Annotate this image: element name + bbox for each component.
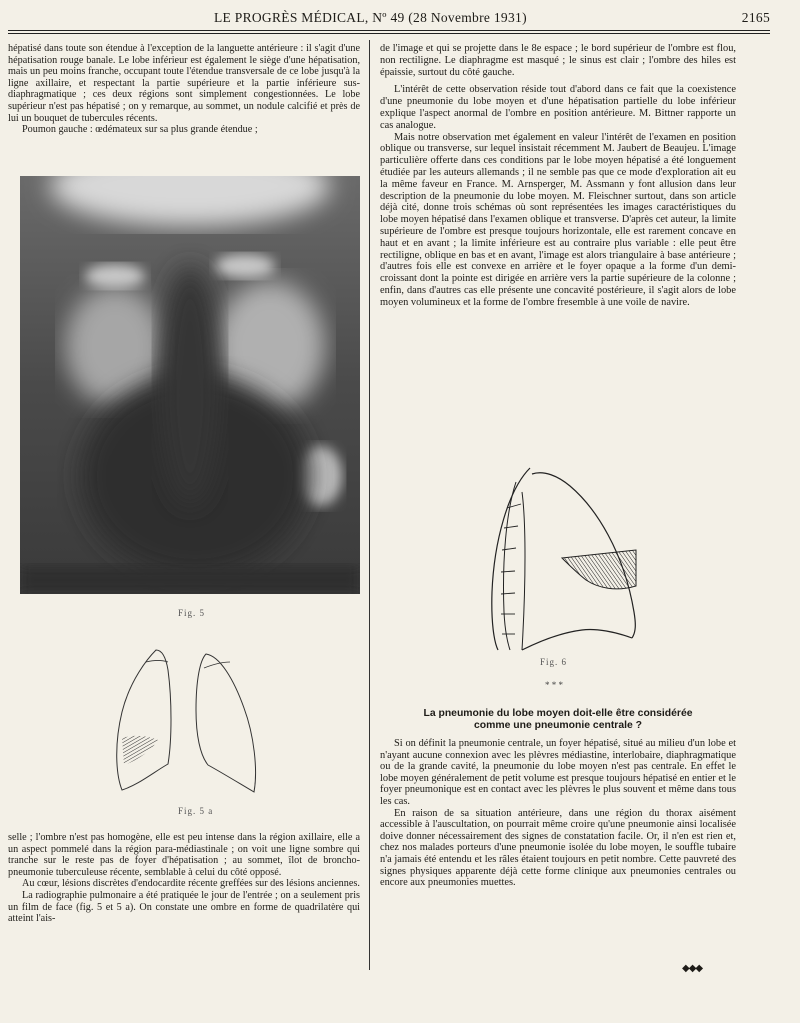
right-column-top [380, 43, 736, 309]
paragraph: Si on définit la pneumonie centrale, un foyer hépatisé, situé au milieu d'un lobe et n'ayant aucune connexion avec les plèvres médiastine, interlobaire, diaphragmatique ou de la grande cavité, la pneumonie du lobe moyen n'est pas centrale. En effet le lobe moyen généralement de petit volume est presque toujours hépatisé en entier et le foyer pneumonique est en contact avec les plèvres le plus souvent et même dans tous les cas. [380, 738, 736, 807]
page-header [8, 8, 770, 30]
left-column-top [8, 43, 360, 136]
section-title [380, 708, 736, 732]
lung-diagram-figure-6 [486, 462, 640, 654]
paragraph: En raison de sa situation antérieure, dans une région du thorax aisément accessible à l'auscultation, on pourrait même croire qu'une pneumonie ainsi localisée doive donner nécessairement des signes de constatation facile. Or, il n'en est rien et, chez nos malades porteurs d'une pneumonie isolée du lobe moyen, le souffle tubaire n'a jamais été entendu et les râles étaient toujours en petit nombre. Cette pauvreté des signes physiques apparente déjà cette forme clinique aux pneumonies centrales ou encore aux pneumonies muettes. [380, 807, 736, 889]
right-column-bottom [380, 738, 736, 889]
paragraph: selle ; l'ombre n'est pas homogène, elle est peu intense dans la région axillaire, elle a un aspect pommelé dans la région para-médiastinale ; on voit une ligne sombre qui tranche sur le reste pas de foyer d'hépatisation ; au sommet, îlot de broncho-pneumonie tuberculeuse récente, semblable à celui du côté opposé. [8, 832, 360, 878]
column-divider [369, 40, 370, 970]
section-title-line: La pneumonie du lobe moyen doit-elle être considérée [423, 708, 693, 719]
paragraph: de l'image et qui se projette dans le 8e espace ; le bord supérieur de l'ombre est flou, non rectiligne. Le diaphragme est masqué ; le sinus est clair ; l'ombre des hiles est épaissie, surtout du côté gauche. [380, 43, 736, 78]
radiograph-figure-5 [20, 176, 360, 594]
lung-diagram-figure-5a [108, 640, 264, 800]
figure-5-caption: Fig. 5 [178, 608, 206, 618]
header-rule [8, 30, 770, 34]
figure-5a-caption: Fig. 5 a [178, 806, 214, 816]
end-ornament: ◆◆◆ [682, 963, 703, 974]
paragraph: Mais notre observation met également en valeur l'intérêt de l'examen en position oblique ou transverse, sur lequel insistait récemment M. Jaubert de Beaujeu. L'image particulière offerte dans ces conditions par le lobe moyen hépatisé a été longuement étudiée par les auteurs allemands ; il ne semble pas que ce mode d'exploration ait eu la même faveur en France. M. Arnsperger, M. Assmann y font allusion dans leur description de la pneumonie du lobe moyen. M. Fleischner surtout, dans son article déjà cité, donne trois schémas où sont représentées les images caractéristiques du lobe moyen hépatisé dans l'examen oblique et transverse. D'après cet auteur, la limite supérieure de l'ombre est presque toujours horizontale, elle est rarement concave en haut et en avant ; la limite inférieure est au contraire plus variable : elle peut être rectiligne, oblique en bas et en avant, l'image est alors triangulaire à base antérieure ; d'autres fois elle est convexe en arrière et le foyer opaque a la forme d'un demi-croissant dont la pointe est dirigée en arrière vers la partie supérieure de la colonne ; enfin, dans d'autres cas elle présente une concavité postérieure, il s'agit alors de lobe moyen volumineux et la forme de l'ombre fresemble à une voile de navire. [380, 131, 736, 308]
figure-6-caption: Fig. 6 [540, 657, 568, 667]
paragraph: L'intérêt de cette observation réside tout d'abord dans ce fait que la coexistence d'une pneumonie du lobe moyen et d'une hépatisation partielle du lobe inférieur explique l'aspect anormal de l'ombre en position antérieure. M. Bittner rapporte un cas analogue. [380, 84, 736, 131]
paragraph: hépatisé dans toute son étendue à l'exception de la languette antérieure : il s'agit d'une hépatisation rouge banale. Le lobe inférieur est également le siège d'une hépatisation, mais un peu moins franche, occupant toute l'étendue transversale de ce lobe jusqu'à la ligne axillaire, et respectant la partie supérieure et la partie inférieure sus-diaphragmatique ; ces deux régions sont simplement congestionnées. Le lobe supérieur n'est pas hépatisé ; on y remarque, au sommet, un nodule calcifié et près de lui un bouquet de tubercules récents. [8, 43, 360, 124]
paragraph: Poumon gauche : œdémateux sur sa plus grande étendue ; [22, 124, 258, 136]
journal-title: LE PROGRÈS MÉDICAL, Nº 49 (28 Novembre 1931) [214, 10, 527, 25]
section-title-line: comme une pneumonie centrale ? [473, 720, 643, 731]
paragraph: La radiographie pulmonaire a été pratiquée le jour de l'entrée ; on a seulement pris un film de face (fig. 5 et 5 a). On constate une ombre en forme de quadrilatère qui atteint l'ais- [8, 889, 360, 925]
paragraph: Au cœur, lésions discrètes d'endocardite récente greffées sur des lésions anciennes. [22, 878, 360, 890]
left-column-bottom [8, 832, 360, 925]
page-number: 2165 [741, 10, 770, 25]
section-separator: * * * [545, 680, 563, 690]
